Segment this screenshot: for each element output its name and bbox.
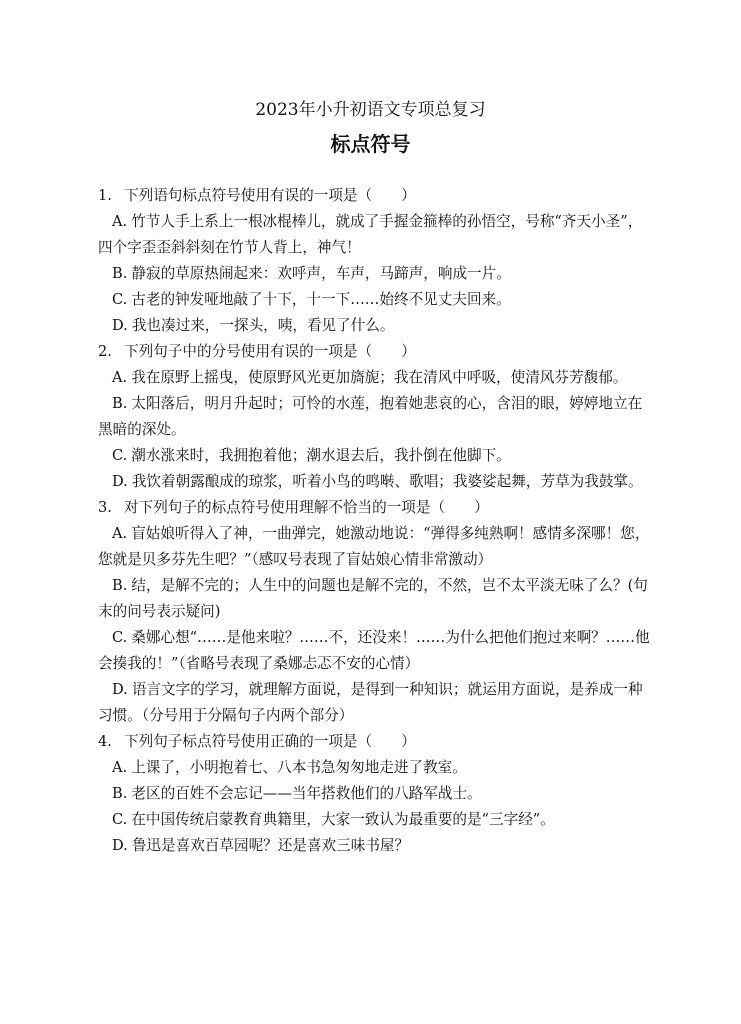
option-a (98, 521, 650, 573)
option-letter: B. (112, 577, 128, 594)
option-letter: C. (112, 291, 128, 308)
option-c (98, 443, 650, 469)
option-text: 盲姑娘听得入了神，一曲弹完，她激动地说：“弹得多纯熟啊！感情多深哪！您，您就是贝多芬先生吧？”（感叹号表现了盲姑娘心情非常激动） (98, 525, 650, 568)
question-stem (98, 729, 650, 755)
question-4 (98, 729, 650, 859)
question-text: 下列语句标点符号使用有误的一项是（ ） (124, 187, 416, 204)
option-letter: D. (112, 473, 128, 490)
question-number: 3. (98, 499, 112, 516)
option-c (98, 625, 650, 677)
option-d (98, 469, 650, 495)
question-list (98, 183, 650, 859)
option-letter: D. (112, 317, 128, 334)
document-title: 2023年小升初语文专项总复习 (255, 100, 486, 120)
question-number: 2. (98, 343, 112, 360)
option-text: 结，是解不完的；人生中的问题也是解不完的，不然，岂不太平淡无味了么？(句末的问号表示疑问) (98, 577, 648, 620)
option-text: 我饮着朝露酿成的琼浆，听着小鸟的鸣啭、歌唱；我婆娑起舞，芳草为我鼓掌。 (131, 473, 643, 490)
question-text: 对下列句子的标点符号使用理解不恰当的一项是（ ） (124, 499, 489, 516)
question-text: 下列句子中的分号使用有误的一项是（ ） (124, 343, 416, 360)
option-d (98, 833, 650, 859)
question-3 (98, 495, 650, 729)
option-text: 古老的钟发哑地敲了十下，十一下……始终不见丈夫回来。 (131, 291, 511, 308)
option-text: 静寂的草原热闹起来：欢呼声，车声，马蹄声，响成一片。 (131, 265, 511, 282)
option-letter: B. (112, 395, 128, 412)
option-letter: D. (112, 837, 128, 854)
question-number: 1. (98, 187, 112, 204)
option-a (98, 209, 650, 261)
option-text: 我也凑过来，一探头，咦，看见了什么。 (131, 317, 395, 334)
document-subtitle: 标点符号 (330, 132, 411, 156)
option-text: 上课了，小明抱着七、八本书急匆匆地走进了教室。 (131, 759, 467, 776)
option-b (98, 391, 650, 443)
option-letter: C. (112, 629, 128, 646)
option-text: 太阳落后，明月升起时；可怜的水莲，抱着她悲哀的心，含泪的眼，婷婷地立在黑暗的深处。 (98, 395, 643, 438)
question-1 (98, 183, 650, 339)
question-stem (98, 183, 650, 209)
question-text: 下列句子标点符号使用正确的一项是（ ） (124, 733, 416, 750)
option-text: 老区的百姓不会忘记——当年搭救他们的八路军战士。 (131, 785, 482, 802)
question-stem (98, 339, 650, 365)
option-c (98, 287, 650, 313)
option-d (98, 677, 650, 729)
option-text: 我在原野上摇曳，使原野风光更加旖旎；我在清风中呼吸，使清风芬芳馥郁。 (131, 369, 628, 386)
option-letter: A. (112, 369, 128, 386)
option-letter: D. (112, 681, 128, 698)
option-text: 桑娜心想“……是他来啦？……不，还没来！……为什么把他们抱过来啊？……他会揍我的！”（省略号表现了桑娜忐忑不安的心情） (98, 629, 650, 672)
option-b (98, 573, 650, 625)
option-a (98, 755, 650, 781)
option-text: 竹节人手上系上一根冰棍棒儿，就成了手握金箍棒的孙悟空，号称“齐天小圣”，四个字歪歪斜斜刻在竹节人背上，神气！ (98, 213, 643, 256)
option-b (98, 261, 650, 287)
option-a (98, 365, 650, 391)
option-c (98, 807, 650, 833)
question-2 (98, 339, 650, 495)
option-letter: A. (112, 213, 128, 230)
option-text: 在中国传统启蒙教育典籍里，大家一致认为最重要的是“三字经”。 (131, 811, 555, 828)
option-text: 语言文字的学习，就理解方面说，是得到一种知识；就运用方面说，是养成一种习惯。（分号用于分隔句子内两个部分） (98, 681, 643, 724)
option-letter: A. (112, 525, 128, 542)
option-letter: A. (112, 759, 128, 776)
question-number: 4. (98, 733, 112, 750)
option-b (98, 781, 650, 807)
option-letter: C. (112, 811, 128, 828)
option-letter: B. (112, 265, 128, 282)
option-letter: C. (112, 447, 128, 464)
option-text: 鲁迅是喜欢百草园呢？还是喜欢三味书屋？ (131, 837, 410, 854)
option-text: 潮水涨来时，我拥抱着他；潮水退去后，我扑倒在他脚下。 (131, 447, 511, 464)
option-letter: B. (112, 785, 128, 802)
question-stem (98, 495, 650, 521)
option-d (98, 313, 650, 339)
